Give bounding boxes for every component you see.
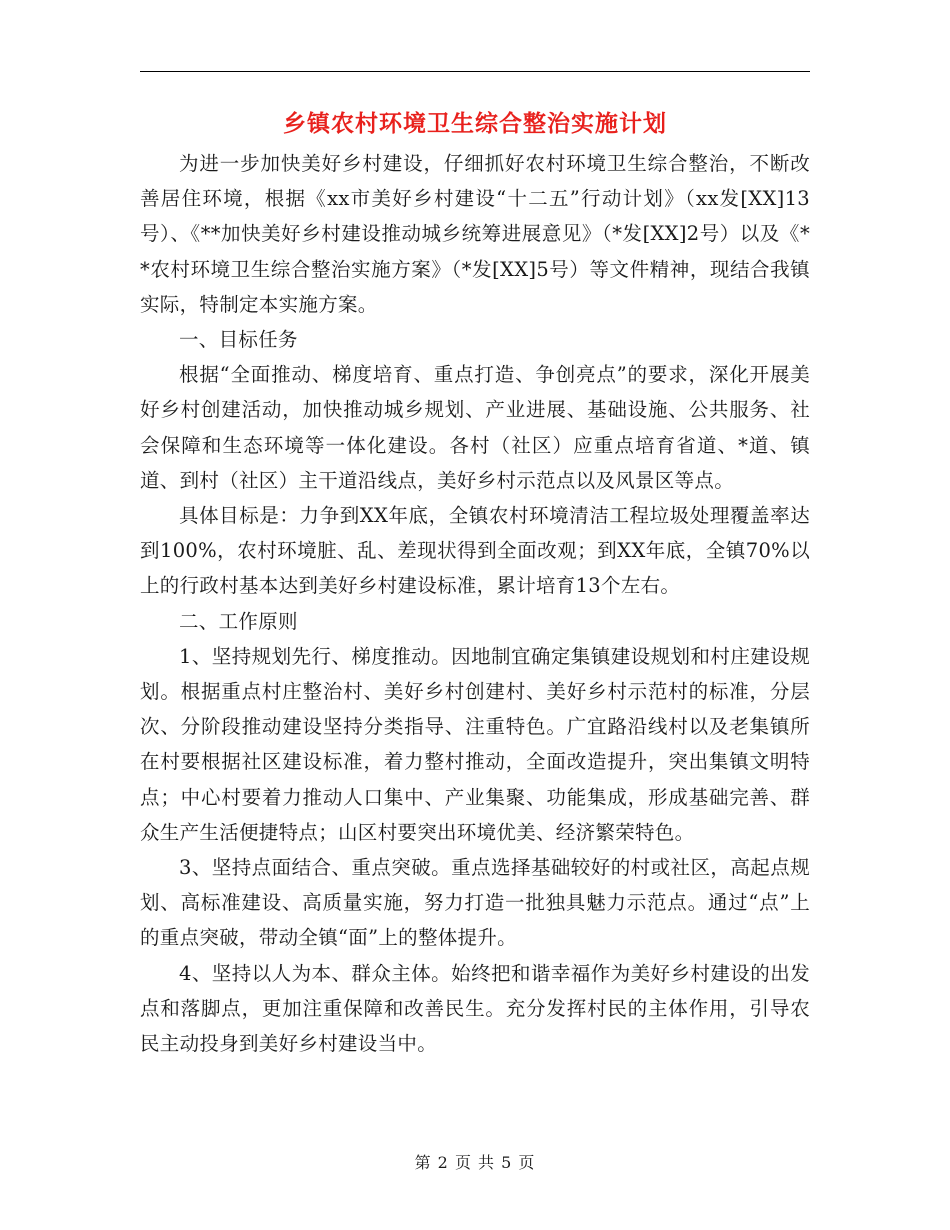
document-body — [140, 146, 810, 1061]
goals-paragraph: 根据“全面推动、梯度培育、重点打造、争创亮点”的要求，深化开展美好乡村创建活动，加快推动城乡规划、产业进展、基础设施、公共服务、社会保障和生态环境等一体化建设。各村（社区）应重点培育省道、*道、镇道、到村（社区）主干道沿线点，美好乡村示范点以及风景区等点。 — [140, 363, 810, 492]
principle-4-paragraph: 4、坚持以人为本、群众主体。始终把和谐幸福作为美好乡村建设的出发点和落脚点，更加注重保障和改善民生。充分发挥村民的主体作用，引导农民主动投身到美好乡村建设当中。 — [140, 961, 810, 1056]
specific-goals-paragraph: 具体目标是：力争到XX年底，全镇农村环境清洁工程垃圾处理覆盖率达到100%，农村环境脏、乱、差现状得到全面改观；到XX年底，全镇70%以上的行政村基本达到美好乡村建设标准，累计培育13个左右。 — [140, 504, 810, 598]
footer-middle: 页 共 — [454, 1153, 496, 1172]
principle-1-paragraph: 1、坚持规划先行、梯度推动。因地制宜确定集镇建设规划和村庄建设规划。根据重点村庄整治村、美好乡村创建村、美好乡村示范村的标准，分层次、分阶段推动建设坚持分类指导、注重特色。广宜路沿线村以及老集镇所在村要根据社区建设标准，着力整村推动，全面改造提升，突出集镇文明特点；中心村要着力推动人口集中、产业集聚、功能集成，形成基础完善、群众生产生活便捷特点；山区村要突出环境优美、经济繁荣特色。 — [140, 644, 810, 844]
footer-current-page: 2 — [437, 1153, 449, 1172]
section-heading-principles: 二、工作原则 — [179, 609, 298, 633]
section-heading-goals: 一、目标任务 — [179, 328, 298, 352]
principle-3-paragraph: 3、坚持点面结合、重点突破。重点选择基础较好的村或社区，高起点规划、高标准建设、高质量实施，努力打造一批独具魅力示范点。通过“点”上的重点突破，带动全镇“面”上的整体提升。 — [140, 856, 810, 950]
footer-prefix: 第 — [414, 1153, 432, 1172]
document-title: 乡镇农村环境卫生综合整治实施计划 — [283, 111, 667, 137]
footer-suffix: 页 — [518, 1153, 536, 1172]
page-footer — [140, 1151, 810, 1175]
intro-paragraph: 为进一步加快美好乡村建设，仔细抓好农村环境卫生综合整治，不断改善居住环境，根据《xx市美好乡村建设“十二五”行动计划》（xx发[XX]13号）、《**加快美好乡村建设推动城乡统筹进展意见》（*发[XX]2号）以及《**农村环境卫生综合整治实施方案》（*发[XX]5号）等文件精神，现结合我镇实际，特制定本实施方案。 — [140, 152, 810, 316]
header-rule — [140, 71, 810, 72]
footer-total-pages: 5 — [501, 1153, 513, 1172]
